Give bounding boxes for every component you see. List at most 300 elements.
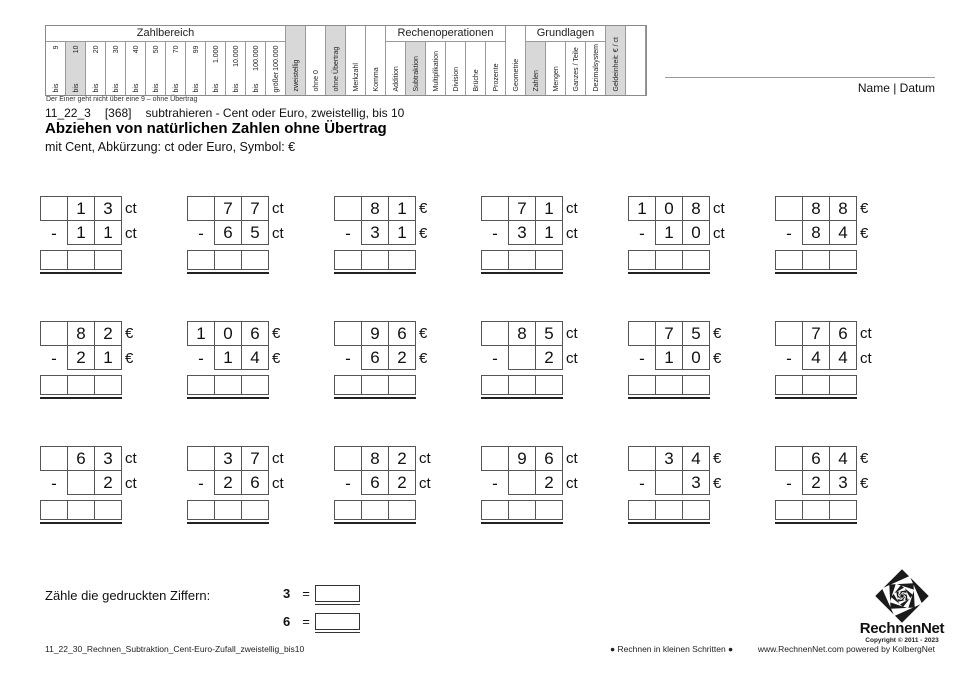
unit-label: € <box>125 350 134 367</box>
unit-label: ct <box>419 450 431 467</box>
minuend-digit-cell: 1 <box>67 196 95 221</box>
header-single-ohne-übertrag <box>326 26 346 95</box>
header-col-label: Mengen <box>552 65 559 91</box>
header-col-label <box>66 43 86 94</box>
header-col-label: Geometrie <box>512 58 519 91</box>
empty-digit-cell <box>775 321 803 346</box>
logo-copyright: Copyright © 2011 - 2023 <box>865 637 939 644</box>
header-col-multiplikation <box>426 42 446 95</box>
answer-cell <box>508 250 536 270</box>
unit-label: € <box>713 350 722 367</box>
answer-cell <box>214 375 242 395</box>
col-label-value: 70 <box>172 45 179 53</box>
subtrahend-digit-cell: 2 <box>535 345 563 370</box>
minuend-digit-cell: 7 <box>241 196 269 221</box>
topic-matrix-table <box>45 25 647 96</box>
answer-row <box>187 500 284 520</box>
header-col-label: ohne 0 <box>312 69 319 91</box>
header-col-label <box>106 43 126 94</box>
subtrahend-digit-cell: 1 <box>214 345 242 370</box>
minuend-digit-cell: 2 <box>94 321 122 346</box>
minuend-digit-cell: 6 <box>535 446 563 471</box>
count-digit: 3 <box>283 585 291 601</box>
empty-digit-cell <box>481 446 509 471</box>
header-group-columns <box>526 42 606 95</box>
name-date-line <box>665 77 935 78</box>
unit-label: ct <box>272 450 284 467</box>
header-group-label: Zahlbereich <box>46 26 286 42</box>
worksheet-ref-number: [368] <box>104 106 132 120</box>
minuend-row <box>40 321 133 346</box>
answer-cell <box>655 375 683 395</box>
unit-label: ct <box>272 475 284 492</box>
answer-cell <box>241 500 269 520</box>
answer-cell <box>361 500 389 520</box>
minuend-digit-cell: 7 <box>241 446 269 471</box>
rule-note: Der Einer geht nicht über eine 9 – ohne Übertrag <box>46 96 198 103</box>
answer-row <box>40 250 137 270</box>
header-col-zweistellig <box>286 26 306 95</box>
minus-sign: - <box>786 348 792 368</box>
minus-sign: - <box>51 473 57 493</box>
unit-label: € <box>419 225 428 242</box>
header-col-label <box>266 43 286 94</box>
empty-digit-cell <box>508 470 536 495</box>
subtrahend-digit-cell: 1 <box>67 220 95 245</box>
subtrahend-digit-cell: 1 <box>535 220 563 245</box>
header-col-bis-100-000 <box>246 42 266 95</box>
answer-cell <box>535 250 563 270</box>
unit-label: € <box>125 325 134 342</box>
result-double-line <box>481 397 563 399</box>
header-single-empty <box>626 26 646 95</box>
col-label-value: 100.000 <box>272 45 279 71</box>
result-double-line <box>187 522 269 524</box>
col-label-value: 99 <box>192 45 199 53</box>
result-double-line <box>481 272 563 274</box>
subtrahend-row <box>628 471 721 496</box>
subtrahend-digit-cell: 2 <box>388 470 416 495</box>
header-col-bis-10-000 <box>226 42 246 95</box>
minuend-digit-cell: 3 <box>94 446 122 471</box>
col-label-prefix: bis <box>172 83 179 92</box>
empty-digit-cell <box>334 196 362 221</box>
minuend-row <box>775 446 868 471</box>
minuend-digit-cell: 7 <box>655 321 683 346</box>
header-single-ohne-0 <box>306 26 326 95</box>
minuend-digit-cell: 8 <box>802 196 830 221</box>
minuend-row <box>334 321 427 346</box>
answer-row <box>628 375 721 395</box>
header-col-ganzes-teile <box>566 42 586 95</box>
answer-cell <box>481 250 509 270</box>
answer-cell <box>775 375 803 395</box>
empty-digit-cell <box>628 446 656 471</box>
header-col-label: zweistellig <box>292 59 299 91</box>
header-col-bis-10 <box>66 42 86 95</box>
unit-label: € <box>713 475 722 492</box>
subtrahend-row <box>775 471 868 496</box>
answer-cell <box>628 500 656 520</box>
minuend-row <box>334 446 431 471</box>
count-exercise-items <box>283 584 360 640</box>
minuend-digit-cell: 6 <box>241 321 269 346</box>
unit-label: ct <box>125 450 137 467</box>
empty-digit-cell <box>187 196 215 221</box>
problem-r2-c6 <box>775 321 872 399</box>
minuend-digit-cell: 9 <box>361 321 389 346</box>
header-col-bis-30 <box>106 42 126 95</box>
unit-label: ct <box>125 225 137 242</box>
subtrahend-digit-cell: 3 <box>829 470 857 495</box>
header-col-empty <box>626 26 646 95</box>
result-double-line <box>40 272 122 274</box>
minuend-row <box>628 446 721 471</box>
result-double-line <box>187 397 269 399</box>
unit-label: ct <box>272 200 284 217</box>
header-single-komma <box>366 26 386 95</box>
col-label-prefix: bis <box>152 83 159 92</box>
subtrahend-digit-cell: 2 <box>67 345 95 370</box>
minus-sign: - <box>345 473 351 493</box>
header-col-bis-99 <box>186 42 206 95</box>
unit-label: ct <box>566 475 578 492</box>
answer-cell <box>628 375 656 395</box>
answer-cell <box>361 375 389 395</box>
answer-cell <box>40 250 68 270</box>
col-label-prefix: bis <box>112 83 119 92</box>
answer-row <box>481 500 578 520</box>
answer-cell <box>655 250 683 270</box>
answer-cell <box>508 500 536 520</box>
result-double-line <box>775 272 857 274</box>
subtrahend-row <box>187 346 280 371</box>
header-col-zahlen <box>526 42 546 95</box>
minus-sign: - <box>492 348 498 368</box>
header-col-label: Zahlen <box>532 69 539 91</box>
unit-label: € <box>860 450 869 467</box>
problem-r2-c3 <box>334 321 427 399</box>
answer-row <box>628 500 721 520</box>
header-col-ohne-0 <box>306 26 326 95</box>
header-col-mengen <box>546 42 566 95</box>
problem-r3-c2 <box>187 446 284 524</box>
rechnennet-spiral-icon <box>874 568 930 624</box>
header-single-geldeinheit-ct <box>606 26 626 95</box>
problem-r1-c5 <box>628 196 725 274</box>
minuend-row <box>187 196 284 221</box>
subtrahend-digit-cell: 1 <box>655 220 683 245</box>
subtrahend-row <box>775 221 868 246</box>
minuend-digit-cell: 9 <box>508 446 536 471</box>
empty-digit-cell <box>775 446 803 471</box>
answer-row <box>775 250 868 270</box>
answer-cell <box>187 500 215 520</box>
empty-digit-cell <box>67 470 95 495</box>
answer-cell <box>802 500 830 520</box>
unit-label: € <box>860 475 869 492</box>
subtrahend-digit-cell: 2 <box>214 470 242 495</box>
header-col-geometrie <box>506 26 526 95</box>
subtrahend-row <box>775 346 872 371</box>
col-label-prefix: größer <box>272 71 279 92</box>
page-subtitle: mit Cent, Abkürzung: ct oder Euro, Symbol: € <box>45 140 296 154</box>
minuend-row <box>628 321 721 346</box>
answer-cell <box>67 500 95 520</box>
header-group-label: Rechenoperationen <box>386 26 506 42</box>
header-col-label <box>46 43 66 94</box>
answer-cell <box>802 375 830 395</box>
subtrahend-row <box>481 471 578 496</box>
answer-cell <box>361 250 389 270</box>
minus-sign: - <box>198 473 204 493</box>
empty-digit-cell <box>187 446 215 471</box>
answer-row <box>40 500 137 520</box>
header-col-label: Brüche <box>472 68 479 91</box>
header-col-bis-40 <box>126 42 146 95</box>
header-group-zahlbereich <box>46 26 286 95</box>
col-label-value: 9 <box>52 45 59 49</box>
page-title: Abziehen von natürlichen Zahlen ohne Übertrag <box>45 120 387 137</box>
header-col-bis-50 <box>146 42 166 95</box>
minuend-row <box>628 196 725 221</box>
empty-digit-cell <box>40 321 68 346</box>
header-col-komma <box>366 26 386 95</box>
col-label-value: 50 <box>152 45 159 53</box>
col-label-value: 10 <box>72 45 79 53</box>
header-group-rechenoperationen <box>386 26 506 95</box>
header-col-label: Multiplikation <box>432 50 439 91</box>
worksheet-code: 11_22_3 <box>45 106 91 120</box>
unit-label: € <box>419 325 428 342</box>
count-answer-box <box>315 585 360 602</box>
header-col-label <box>626 27 646 94</box>
empty-digit-cell <box>481 321 509 346</box>
header-col-geldeinheit-ct <box>606 26 626 95</box>
minuend-digit-cell: 1 <box>187 321 215 346</box>
header-group-columns <box>46 42 286 95</box>
minuend-digit-cell: 8 <box>67 321 95 346</box>
problem-r3-c6 <box>775 446 868 524</box>
result-double-line <box>187 272 269 274</box>
empty-digit-cell <box>628 321 656 346</box>
subtrahend-digit-cell: 2 <box>535 470 563 495</box>
minuend-row <box>481 196 578 221</box>
answer-row <box>334 500 431 520</box>
unit-label: € <box>272 325 281 342</box>
minus-sign: - <box>345 223 351 243</box>
count-digit: 6 <box>283 613 291 629</box>
minuend-digit-cell: 8 <box>508 321 536 346</box>
answer-cell <box>40 375 68 395</box>
name-date-label: Name | Datum <box>857 81 935 95</box>
problem-r1-c2 <box>187 196 284 274</box>
minuend-digit-cell: 4 <box>829 446 857 471</box>
unit-label: € <box>713 450 722 467</box>
minuend-digit-cell: 6 <box>388 321 416 346</box>
minuend-row <box>40 196 137 221</box>
minus-sign: - <box>639 223 645 243</box>
minuend-digit-cell: 1 <box>388 196 416 221</box>
equals-sign: = <box>302 585 310 601</box>
answer-cell <box>775 500 803 520</box>
result-double-line <box>334 397 416 399</box>
subtrahend-digit-cell: 6 <box>214 220 242 245</box>
worksheet-description: subtrahieren - Cent oder Euro, zweistellig, bis 10 <box>145 106 405 120</box>
empty-digit-cell <box>508 345 536 370</box>
header-col-label <box>206 43 226 94</box>
subtrahend-row <box>334 346 427 371</box>
minuend-digit-cell: 7 <box>214 196 242 221</box>
minus-sign: - <box>639 348 645 368</box>
subtrahend-digit-cell: 0 <box>682 345 710 370</box>
subtrahend-row <box>40 221 137 246</box>
header-col-label: Merkzahl <box>352 62 359 91</box>
col-label-prefix: bis <box>92 83 99 92</box>
answer-cell <box>655 500 683 520</box>
problem-r1-c4 <box>481 196 578 274</box>
minuend-digit-cell: 8 <box>829 196 857 221</box>
minus-sign: - <box>639 473 645 493</box>
subtrahend-digit-cell: 6 <box>241 470 269 495</box>
header-col-prozente <box>486 42 506 95</box>
unit-label: ct <box>566 450 578 467</box>
answer-cell <box>388 375 416 395</box>
header-col-bis-70 <box>166 42 186 95</box>
col-label-value: 30 <box>112 45 119 53</box>
subtrahend-row <box>187 221 284 246</box>
minuend-row <box>187 446 284 471</box>
unit-label: ct <box>713 225 725 242</box>
minuend-digit-cell: 2 <box>388 446 416 471</box>
header-single-geometrie <box>506 26 526 95</box>
rechnennet-logo <box>852 568 952 644</box>
header-col-label: ohne Übertrag <box>332 46 339 91</box>
header-col-größer-100-000 <box>266 42 286 95</box>
minuend-row <box>775 196 868 221</box>
empty-digit-cell <box>775 196 803 221</box>
minuend-row <box>775 321 872 346</box>
subtrahend-row <box>628 346 721 371</box>
answer-cell <box>94 375 122 395</box>
subtrahend-digit-cell: 5 <box>241 220 269 245</box>
subtrahend-digit-cell: 4 <box>829 220 857 245</box>
answer-cell <box>40 500 68 520</box>
minus-sign: - <box>786 223 792 243</box>
minuend-digit-cell: 0 <box>214 321 242 346</box>
subtrahend-digit-cell: 1 <box>655 345 683 370</box>
unit-label: € <box>860 200 869 217</box>
header-col-label: Komma <box>372 66 379 91</box>
unit-label: € <box>713 325 722 342</box>
unit-label: ct <box>860 325 872 342</box>
subtrahend-digit-cell: 4 <box>241 345 269 370</box>
unit-label: ct <box>125 475 137 492</box>
minuend-row <box>481 446 578 471</box>
header-group-grundlagen <box>526 26 606 95</box>
header-col-label: Addition <box>392 65 399 91</box>
problem-r2-c5 <box>628 321 721 399</box>
minus-sign: - <box>51 348 57 368</box>
problem-r3-c3 <box>334 446 431 524</box>
header-col-subtraktion <box>406 42 426 95</box>
result-double-line <box>775 522 857 524</box>
minuend-digit-cell: 4 <box>682 446 710 471</box>
subtrahend-digit-cell: 3 <box>682 470 710 495</box>
answer-cell <box>214 250 242 270</box>
count-exercise-label: Zähle die gedruckten Ziffern: <box>45 588 211 603</box>
problem-r2-c4 <box>481 321 578 399</box>
header-col-brüche <box>466 42 486 95</box>
minuend-digit-cell: 3 <box>94 196 122 221</box>
answer-cell <box>334 250 362 270</box>
subtrahend-digit-cell: 6 <box>361 345 389 370</box>
minuend-digit-cell: 8 <box>361 196 389 221</box>
worksheet-meta <box>45 106 418 120</box>
logo-name: RechnenNet <box>859 620 945 637</box>
minuend-digit-cell: 8 <box>682 196 710 221</box>
answer-cell <box>829 250 857 270</box>
empty-digit-cell <box>40 446 68 471</box>
header-col-division <box>446 42 466 95</box>
subtrahend-row <box>628 221 725 246</box>
unit-label: ct <box>419 475 431 492</box>
unit-label: € <box>860 225 869 242</box>
header-col-label <box>226 43 246 94</box>
unit-label: ct <box>566 350 578 367</box>
header-col-bis-1-000 <box>206 42 226 95</box>
answer-row <box>187 250 284 270</box>
unit-label: ct <box>566 325 578 342</box>
answer-cell <box>214 500 242 520</box>
subtrahend-row <box>187 471 284 496</box>
col-label-value: 1.000 <box>212 45 219 63</box>
empty-digit-cell <box>334 446 362 471</box>
minuend-digit-cell: 8 <box>361 446 389 471</box>
subtrahend-digit-cell: 1 <box>94 220 122 245</box>
col-label-prefix: bis <box>212 83 219 92</box>
subtrahend-digit-cell: 8 <box>802 220 830 245</box>
count-answer-box <box>315 613 360 630</box>
answer-cell <box>388 500 416 520</box>
subtrahend-digit-cell: 2 <box>802 470 830 495</box>
subtrahend-row <box>481 346 578 371</box>
col-label-prefix: bis <box>132 83 139 92</box>
problem-r1-c6 <box>775 196 868 274</box>
unit-label: ct <box>860 350 872 367</box>
footer-website: www.RechnenNet.com powered by KolbergNet <box>757 644 935 654</box>
count-row <box>283 584 360 602</box>
subtrahend-digit-cell: 0 <box>682 220 710 245</box>
answer-row <box>481 250 578 270</box>
col-label-prefix: bis <box>72 83 79 92</box>
answer-row <box>334 250 427 270</box>
answer-cell <box>682 500 710 520</box>
header-col-label <box>246 43 266 94</box>
footer-slogan: ● Rechnen in kleinen Schritten ● <box>610 644 734 654</box>
answer-cell <box>508 375 536 395</box>
answer-cell <box>187 375 215 395</box>
answer-row <box>187 375 280 395</box>
equals-sign: = <box>302 613 310 629</box>
answer-cell <box>481 375 509 395</box>
subtrahend-digit-cell: 2 <box>94 470 122 495</box>
minus-sign: - <box>51 223 57 243</box>
minus-sign: - <box>492 473 498 493</box>
header-col-label <box>126 43 146 94</box>
result-double-line <box>40 522 122 524</box>
answer-cell <box>802 250 830 270</box>
